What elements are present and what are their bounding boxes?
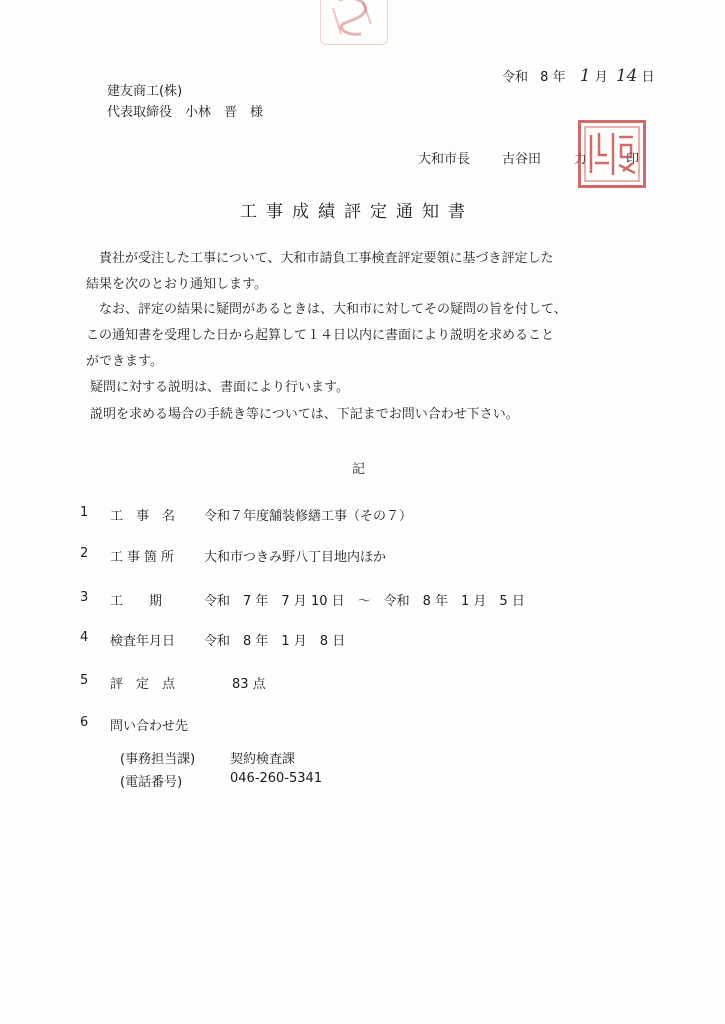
date-era: 令和: [502, 70, 529, 85]
date-month-unit: 月: [594, 70, 608, 85]
item-value-project-name: 令和７年度舗装修繕工事（その７）: [204, 509, 413, 524]
sender-position: 大和市長: [418, 152, 471, 167]
issue-date: [502, 66, 655, 86]
item-number: 4: [80, 630, 89, 645]
document-title: 工事成績評定通知書: [240, 202, 474, 222]
item-number: 3: [80, 590, 89, 605]
official-seal-stamp: [578, 120, 646, 188]
body-paragraph-1-line-2: 結果を次のとおり通知します。: [86, 277, 267, 292]
item-value-period: 令和 7 年 7 月 10 日 ～ 令和 8 年 1 月 5 日: [204, 594, 525, 609]
date-year: 8: [540, 70, 549, 85]
seal-mark-label: 印: [626, 152, 640, 167]
recipient-company: 建友商工(株): [107, 84, 183, 99]
contact-tel-value: 046-260-5341: [230, 771, 323, 786]
item-value-score: 83 点: [232, 677, 266, 692]
body-paragraph-2-line-2: この通知書を受理した日から起算して１４日以内に書面により説明を求めること: [86, 328, 555, 343]
item-number: 5: [80, 673, 89, 688]
date-day-unit: 日: [641, 70, 655, 85]
date-day-handwritten: 14: [615, 66, 638, 86]
body-paragraph-1-line-1: 貴社が受注した工事について、大和市請負工事検査評定要領に基づき評定した: [99, 251, 554, 266]
item-label-location: 工事箇所: [110, 550, 179, 565]
ki-heading: 記: [352, 462, 366, 477]
item-number: 1: [80, 505, 89, 520]
item-label-score: 評 定 点: [110, 677, 176, 692]
item-number: 6: [80, 715, 89, 730]
body-paragraph-3: 疑問に対する説明は、書面により行います。: [90, 380, 349, 395]
item-value-inspection-date: 令和 8 年 1 月 8 日: [204, 634, 346, 649]
body-paragraph-4: 説明を求める場合の手続き等については、下記までお問い合わせ下さい。: [90, 407, 519, 422]
item-label-inspection-date: 検査年月日: [110, 634, 176, 649]
recipient-representative: 代表取締役 小林 晋 様: [107, 105, 264, 120]
sender-name-surname: 古谷田: [502, 152, 542, 167]
sender-name-given: 力: [574, 152, 588, 167]
item-number: 2: [80, 546, 89, 561]
item-value-location: 大和市つきみ野八丁目地内ほか: [204, 550, 387, 565]
item-label-project-name: 工 事 名: [110, 509, 176, 524]
date-month-handwritten: 1: [579, 66, 591, 86]
body-paragraph-2-line-1: なお、評定の結果に疑問があるときは、大和市に対してその疑問の旨を付して、: [99, 302, 567, 317]
contact-dept-label: (事務担当課): [120, 752, 196, 767]
contact-tel-label: (電話番号): [120, 775, 183, 790]
date-year-unit: 年: [552, 70, 566, 85]
contact-dept-value: 契約検査課: [230, 752, 296, 767]
receipt-seal-stamp: [320, 0, 388, 45]
item-label-period: 工 期: [110, 594, 163, 609]
body-paragraph-2-line-3: ができます。: [86, 354, 163, 369]
item-label-contact: 問い合わせ先: [110, 719, 189, 734]
